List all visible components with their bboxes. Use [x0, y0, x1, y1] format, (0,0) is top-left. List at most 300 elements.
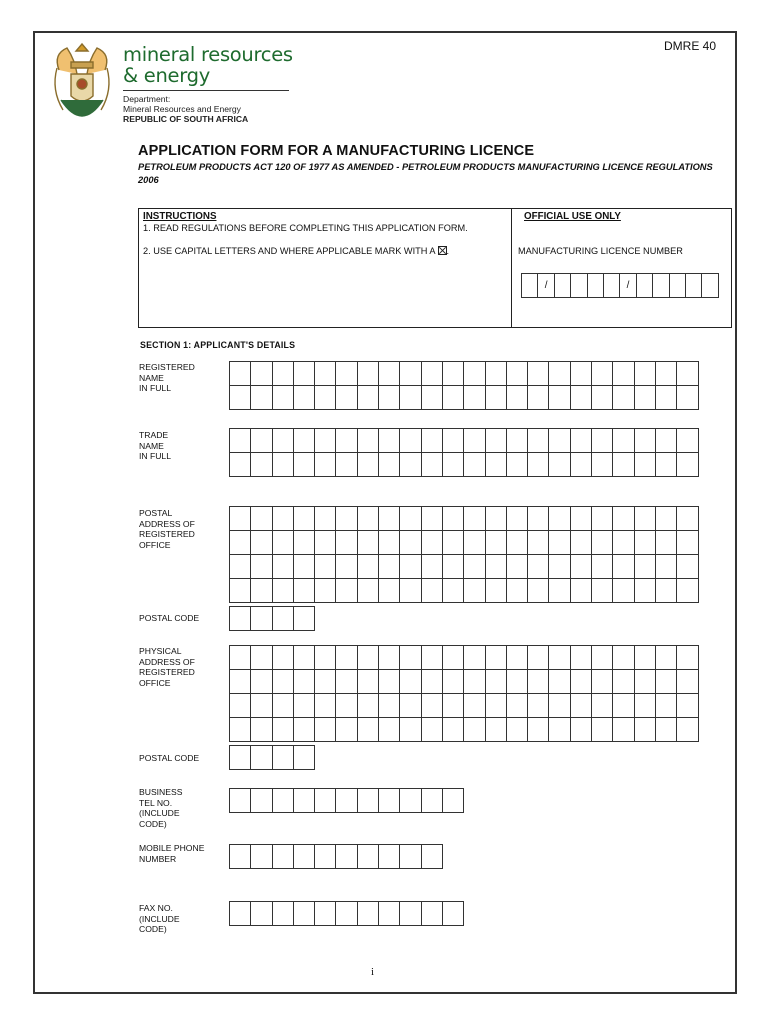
char-box[interactable] [656, 362, 677, 386]
char-box[interactable] [656, 429, 677, 453]
char-box[interactable] [613, 718, 634, 742]
char-box[interactable] [549, 579, 570, 603]
char-box[interactable] [400, 670, 421, 694]
char-box[interactable] [592, 386, 613, 410]
char-box[interactable] [294, 362, 315, 386]
char-box[interactable] [656, 646, 677, 670]
char-box[interactable] [443, 718, 464, 742]
char-box[interactable] [464, 718, 485, 742]
char-box[interactable] [443, 531, 464, 555]
char-box[interactable] [273, 531, 294, 555]
char-box[interactable] [613, 555, 634, 579]
char-box[interactable] [549, 670, 570, 694]
char-box[interactable] [528, 555, 549, 579]
char-box[interactable] [230, 555, 251, 579]
char-box[interactable] [656, 694, 677, 718]
char-box[interactable] [677, 718, 698, 742]
char-box[interactable] [358, 453, 379, 477]
char-box[interactable] [315, 902, 336, 926]
char-box[interactable] [486, 718, 507, 742]
char-box[interactable] [358, 429, 379, 453]
char-box[interactable] [592, 579, 613, 603]
fax-boxes[interactable] [229, 901, 464, 926]
char-box[interactable] [294, 902, 315, 926]
char-box[interactable] [549, 429, 570, 453]
char-box[interactable] [379, 694, 400, 718]
char-box[interactable] [400, 718, 421, 742]
char-box[interactable] [528, 531, 549, 555]
postal-code-2-boxes[interactable] [229, 745, 315, 770]
char-box[interactable] [379, 718, 400, 742]
char-box[interactable] [294, 453, 315, 477]
char-box[interactable] [422, 507, 443, 531]
char-box[interactable] [635, 718, 656, 742]
char-box[interactable] [443, 386, 464, 410]
char-box[interactable] [486, 507, 507, 531]
char-box[interactable] [422, 694, 443, 718]
char-box[interactable] [251, 789, 272, 813]
char-box[interactable] [443, 694, 464, 718]
char-box[interactable] [507, 718, 528, 742]
char-box[interactable] [656, 670, 677, 694]
char-box[interactable] [400, 845, 421, 869]
char-box[interactable] [358, 789, 379, 813]
char-box[interactable] [613, 362, 634, 386]
char-box[interactable] [656, 555, 677, 579]
char-box[interactable] [273, 362, 294, 386]
char-box[interactable] [251, 531, 272, 555]
char-box[interactable] [422, 453, 443, 477]
char-box[interactable] [656, 386, 677, 410]
char-box[interactable] [507, 555, 528, 579]
char-box[interactable] [443, 670, 464, 694]
char-box[interactable] [294, 607, 315, 631]
char-box[interactable] [677, 453, 698, 477]
char-box[interactable] [677, 386, 698, 410]
char-box[interactable] [294, 694, 315, 718]
char-box[interactable] [443, 579, 464, 603]
char-box[interactable] [379, 845, 400, 869]
char-box[interactable] [358, 579, 379, 603]
char-box[interactable] [379, 579, 400, 603]
licence-cell[interactable] [604, 274, 620, 298]
char-box[interactable] [358, 386, 379, 410]
char-box[interactable] [464, 646, 485, 670]
char-box[interactable] [507, 579, 528, 603]
char-box[interactable] [230, 429, 251, 453]
char-box[interactable] [294, 646, 315, 670]
char-box[interactable] [422, 670, 443, 694]
char-box[interactable] [507, 386, 528, 410]
char-box[interactable] [592, 429, 613, 453]
char-box[interactable] [400, 789, 421, 813]
char-box[interactable] [464, 453, 485, 477]
char-box[interactable] [528, 646, 549, 670]
char-box[interactable] [422, 579, 443, 603]
char-box[interactable] [677, 362, 698, 386]
char-box[interactable] [677, 531, 698, 555]
licence-cell[interactable] [653, 274, 669, 298]
char-box[interactable] [358, 670, 379, 694]
char-box[interactable] [422, 531, 443, 555]
char-box[interactable] [379, 531, 400, 555]
char-box[interactable] [273, 670, 294, 694]
char-box[interactable] [464, 386, 485, 410]
char-box[interactable] [379, 507, 400, 531]
char-box[interactable] [464, 694, 485, 718]
char-box[interactable] [251, 902, 272, 926]
char-box[interactable] [507, 453, 528, 477]
char-box[interactable] [613, 531, 634, 555]
char-box[interactable] [251, 555, 272, 579]
char-box[interactable] [273, 579, 294, 603]
char-box[interactable] [230, 531, 251, 555]
char-box[interactable] [294, 386, 315, 410]
licence-number-boxes[interactable] [521, 273, 719, 298]
char-box[interactable] [549, 453, 570, 477]
char-box[interactable] [336, 789, 357, 813]
char-box[interactable] [294, 429, 315, 453]
char-box[interactable] [592, 646, 613, 670]
char-box[interactable] [336, 453, 357, 477]
char-box[interactable] [486, 694, 507, 718]
char-box[interactable] [635, 646, 656, 670]
licence-cell[interactable] [670, 274, 686, 298]
char-box[interactable] [230, 646, 251, 670]
char-box[interactable] [549, 507, 570, 531]
char-box[interactable] [422, 718, 443, 742]
licence-cell[interactable] [637, 274, 653, 298]
char-box[interactable] [230, 453, 251, 477]
char-box[interactable] [592, 453, 613, 477]
char-box[interactable] [230, 579, 251, 603]
char-box[interactable] [486, 531, 507, 555]
char-box[interactable] [464, 670, 485, 694]
char-box[interactable] [656, 579, 677, 603]
char-box[interactable] [251, 507, 272, 531]
char-box[interactable] [251, 579, 272, 603]
char-box[interactable] [422, 789, 443, 813]
char-box[interactable] [294, 670, 315, 694]
char-box[interactable] [528, 507, 549, 531]
char-box[interactable] [358, 507, 379, 531]
char-box[interactable] [336, 902, 357, 926]
char-box[interactable] [592, 507, 613, 531]
char-box[interactable] [571, 670, 592, 694]
char-box[interactable] [613, 579, 634, 603]
char-box[interactable] [486, 429, 507, 453]
char-box[interactable] [379, 362, 400, 386]
char-box[interactable] [528, 718, 549, 742]
char-box[interactable] [443, 507, 464, 531]
char-box[interactable] [294, 845, 315, 869]
char-box[interactable] [677, 646, 698, 670]
char-box[interactable] [613, 670, 634, 694]
char-box[interactable] [507, 670, 528, 694]
char-box[interactable] [230, 362, 251, 386]
licence-cell[interactable] [571, 274, 587, 298]
char-box[interactable] [315, 646, 336, 670]
char-box[interactable] [379, 670, 400, 694]
char-box[interactable] [230, 845, 251, 869]
char-box[interactable] [315, 555, 336, 579]
char-box[interactable] [613, 386, 634, 410]
char-box[interactable] [379, 646, 400, 670]
char-box[interactable] [336, 694, 357, 718]
char-box[interactable] [315, 386, 336, 410]
char-box[interactable] [251, 429, 272, 453]
char-box[interactable] [528, 453, 549, 477]
char-box[interactable] [486, 555, 507, 579]
char-box[interactable] [336, 555, 357, 579]
char-box[interactable] [507, 646, 528, 670]
char-box[interactable] [422, 555, 443, 579]
char-box[interactable] [315, 789, 336, 813]
char-box[interactable] [379, 902, 400, 926]
char-box[interactable] [379, 453, 400, 477]
char-box[interactable] [400, 555, 421, 579]
char-box[interactable] [549, 531, 570, 555]
char-box[interactable] [592, 531, 613, 555]
char-box[interactable] [336, 362, 357, 386]
char-box[interactable] [336, 646, 357, 670]
char-box[interactable] [571, 555, 592, 579]
char-box[interactable] [273, 746, 294, 770]
char-box[interactable] [571, 579, 592, 603]
char-box[interactable] [464, 429, 485, 453]
char-box[interactable] [571, 386, 592, 410]
char-box[interactable] [315, 453, 336, 477]
char-box[interactable] [251, 670, 272, 694]
char-box[interactable] [528, 670, 549, 694]
char-box[interactable] [379, 789, 400, 813]
char-box[interactable] [358, 362, 379, 386]
char-box[interactable] [251, 845, 272, 869]
char-box[interactable] [358, 902, 379, 926]
char-box[interactable] [592, 670, 613, 694]
char-box[interactable] [613, 429, 634, 453]
char-box[interactable] [230, 607, 251, 631]
char-box[interactable] [528, 362, 549, 386]
char-box[interactable] [315, 531, 336, 555]
char-box[interactable] [294, 579, 315, 603]
char-box[interactable] [635, 694, 656, 718]
char-box[interactable] [336, 670, 357, 694]
char-box[interactable] [400, 694, 421, 718]
char-box[interactable] [635, 507, 656, 531]
char-box[interactable] [294, 789, 315, 813]
char-box[interactable] [315, 579, 336, 603]
char-box[interactable] [528, 579, 549, 603]
registered-name-boxes[interactable] [229, 361, 699, 410]
char-box[interactable] [549, 646, 570, 670]
char-box[interactable] [379, 429, 400, 453]
char-box[interactable] [336, 845, 357, 869]
char-box[interactable] [656, 718, 677, 742]
char-box[interactable] [422, 362, 443, 386]
char-box[interactable] [507, 429, 528, 453]
char-box[interactable] [464, 362, 485, 386]
char-box[interactable] [422, 386, 443, 410]
char-box[interactable] [230, 694, 251, 718]
char-box[interactable] [251, 607, 272, 631]
char-box[interactable] [677, 555, 698, 579]
char-box[interactable] [571, 694, 592, 718]
char-box[interactable] [400, 429, 421, 453]
char-box[interactable] [230, 507, 251, 531]
char-box[interactable] [358, 694, 379, 718]
char-box[interactable] [230, 670, 251, 694]
char-box[interactable] [251, 646, 272, 670]
char-box[interactable] [422, 845, 443, 869]
char-box[interactable] [273, 507, 294, 531]
char-box[interactable] [507, 531, 528, 555]
char-box[interactable] [571, 646, 592, 670]
char-box[interactable] [656, 531, 677, 555]
char-box[interactable] [443, 555, 464, 579]
char-box[interactable] [273, 453, 294, 477]
char-box[interactable] [358, 845, 379, 869]
char-box[interactable] [635, 670, 656, 694]
char-box[interactable] [400, 386, 421, 410]
char-box[interactable] [273, 429, 294, 453]
char-box[interactable] [635, 429, 656, 453]
char-box[interactable] [294, 718, 315, 742]
char-box[interactable] [230, 789, 251, 813]
char-box[interactable] [528, 694, 549, 718]
char-box[interactable] [400, 646, 421, 670]
char-box[interactable] [549, 386, 570, 410]
char-box[interactable] [273, 845, 294, 869]
char-box[interactable] [464, 507, 485, 531]
char-box[interactable] [443, 453, 464, 477]
char-box[interactable] [635, 386, 656, 410]
char-box[interactable] [443, 789, 464, 813]
char-box[interactable] [315, 670, 336, 694]
char-box[interactable] [507, 362, 528, 386]
char-box[interactable] [400, 902, 421, 926]
char-box[interactable] [486, 453, 507, 477]
char-box[interactable] [549, 694, 570, 718]
char-box[interactable] [336, 718, 357, 742]
char-box[interactable] [294, 531, 315, 555]
char-box[interactable] [486, 670, 507, 694]
char-box[interactable] [315, 507, 336, 531]
char-box[interactable] [677, 429, 698, 453]
char-box[interactable] [677, 579, 698, 603]
licence-cell[interactable] [555, 274, 571, 298]
licence-cell[interactable] [522, 274, 538, 298]
char-box[interactable] [400, 507, 421, 531]
char-box[interactable] [549, 362, 570, 386]
licence-cell[interactable] [588, 274, 604, 298]
char-box[interactable] [528, 386, 549, 410]
char-box[interactable] [273, 386, 294, 410]
char-box[interactable] [251, 386, 272, 410]
char-box[interactable] [315, 694, 336, 718]
char-box[interactable] [635, 362, 656, 386]
char-box[interactable] [507, 694, 528, 718]
char-box[interactable] [251, 694, 272, 718]
char-box[interactable] [635, 531, 656, 555]
char-box[interactable] [613, 453, 634, 477]
physical-address-boxes[interactable] [229, 645, 699, 742]
char-box[interactable] [273, 789, 294, 813]
char-box[interactable] [443, 902, 464, 926]
char-box[interactable] [613, 694, 634, 718]
char-box[interactable] [273, 694, 294, 718]
char-box[interactable] [315, 429, 336, 453]
char-box[interactable] [379, 555, 400, 579]
char-box[interactable] [571, 429, 592, 453]
char-box[interactable] [273, 555, 294, 579]
char-box[interactable] [422, 902, 443, 926]
char-box[interactable] [358, 718, 379, 742]
char-box[interactable] [400, 453, 421, 477]
postal-code-boxes[interactable] [229, 606, 315, 631]
char-box[interactable] [251, 746, 272, 770]
char-box[interactable] [656, 453, 677, 477]
char-box[interactable] [677, 507, 698, 531]
mobile-phone-boxes[interactable] [229, 844, 443, 869]
licence-cell[interactable] [686, 274, 702, 298]
licence-cell[interactable] [702, 274, 718, 298]
char-box[interactable] [251, 453, 272, 477]
char-box[interactable] [486, 362, 507, 386]
char-box[interactable] [358, 646, 379, 670]
char-box[interactable] [677, 694, 698, 718]
char-box[interactable] [656, 507, 677, 531]
char-box[interactable] [358, 555, 379, 579]
postal-address-boxes[interactable] [229, 506, 699, 603]
char-box[interactable] [571, 531, 592, 555]
char-box[interactable] [635, 453, 656, 477]
char-box[interactable] [486, 386, 507, 410]
char-box[interactable] [336, 386, 357, 410]
char-box[interactable] [251, 718, 272, 742]
char-box[interactable] [571, 362, 592, 386]
char-box[interactable] [294, 507, 315, 531]
char-box[interactable] [592, 362, 613, 386]
char-box[interactable] [486, 646, 507, 670]
char-box[interactable] [571, 507, 592, 531]
char-box[interactable] [422, 646, 443, 670]
char-box[interactable] [613, 646, 634, 670]
char-box[interactable] [294, 746, 315, 770]
char-box[interactable] [507, 507, 528, 531]
char-box[interactable] [230, 746, 251, 770]
char-box[interactable] [443, 362, 464, 386]
char-box[interactable] [273, 718, 294, 742]
char-box[interactable] [549, 555, 570, 579]
char-box[interactable] [422, 429, 443, 453]
business-tel-boxes[interactable] [229, 788, 464, 813]
char-box[interactable] [443, 646, 464, 670]
char-box[interactable] [635, 555, 656, 579]
char-box[interactable] [677, 670, 698, 694]
char-box[interactable] [400, 579, 421, 603]
char-box[interactable] [358, 531, 379, 555]
char-box[interactable] [549, 718, 570, 742]
char-box[interactable] [315, 718, 336, 742]
char-box[interactable] [464, 579, 485, 603]
char-box[interactable] [273, 607, 294, 631]
char-box[interactable] [336, 531, 357, 555]
char-box[interactable] [336, 579, 357, 603]
char-box[interactable] [592, 718, 613, 742]
trade-name-boxes[interactable] [229, 428, 699, 477]
char-box[interactable] [443, 429, 464, 453]
